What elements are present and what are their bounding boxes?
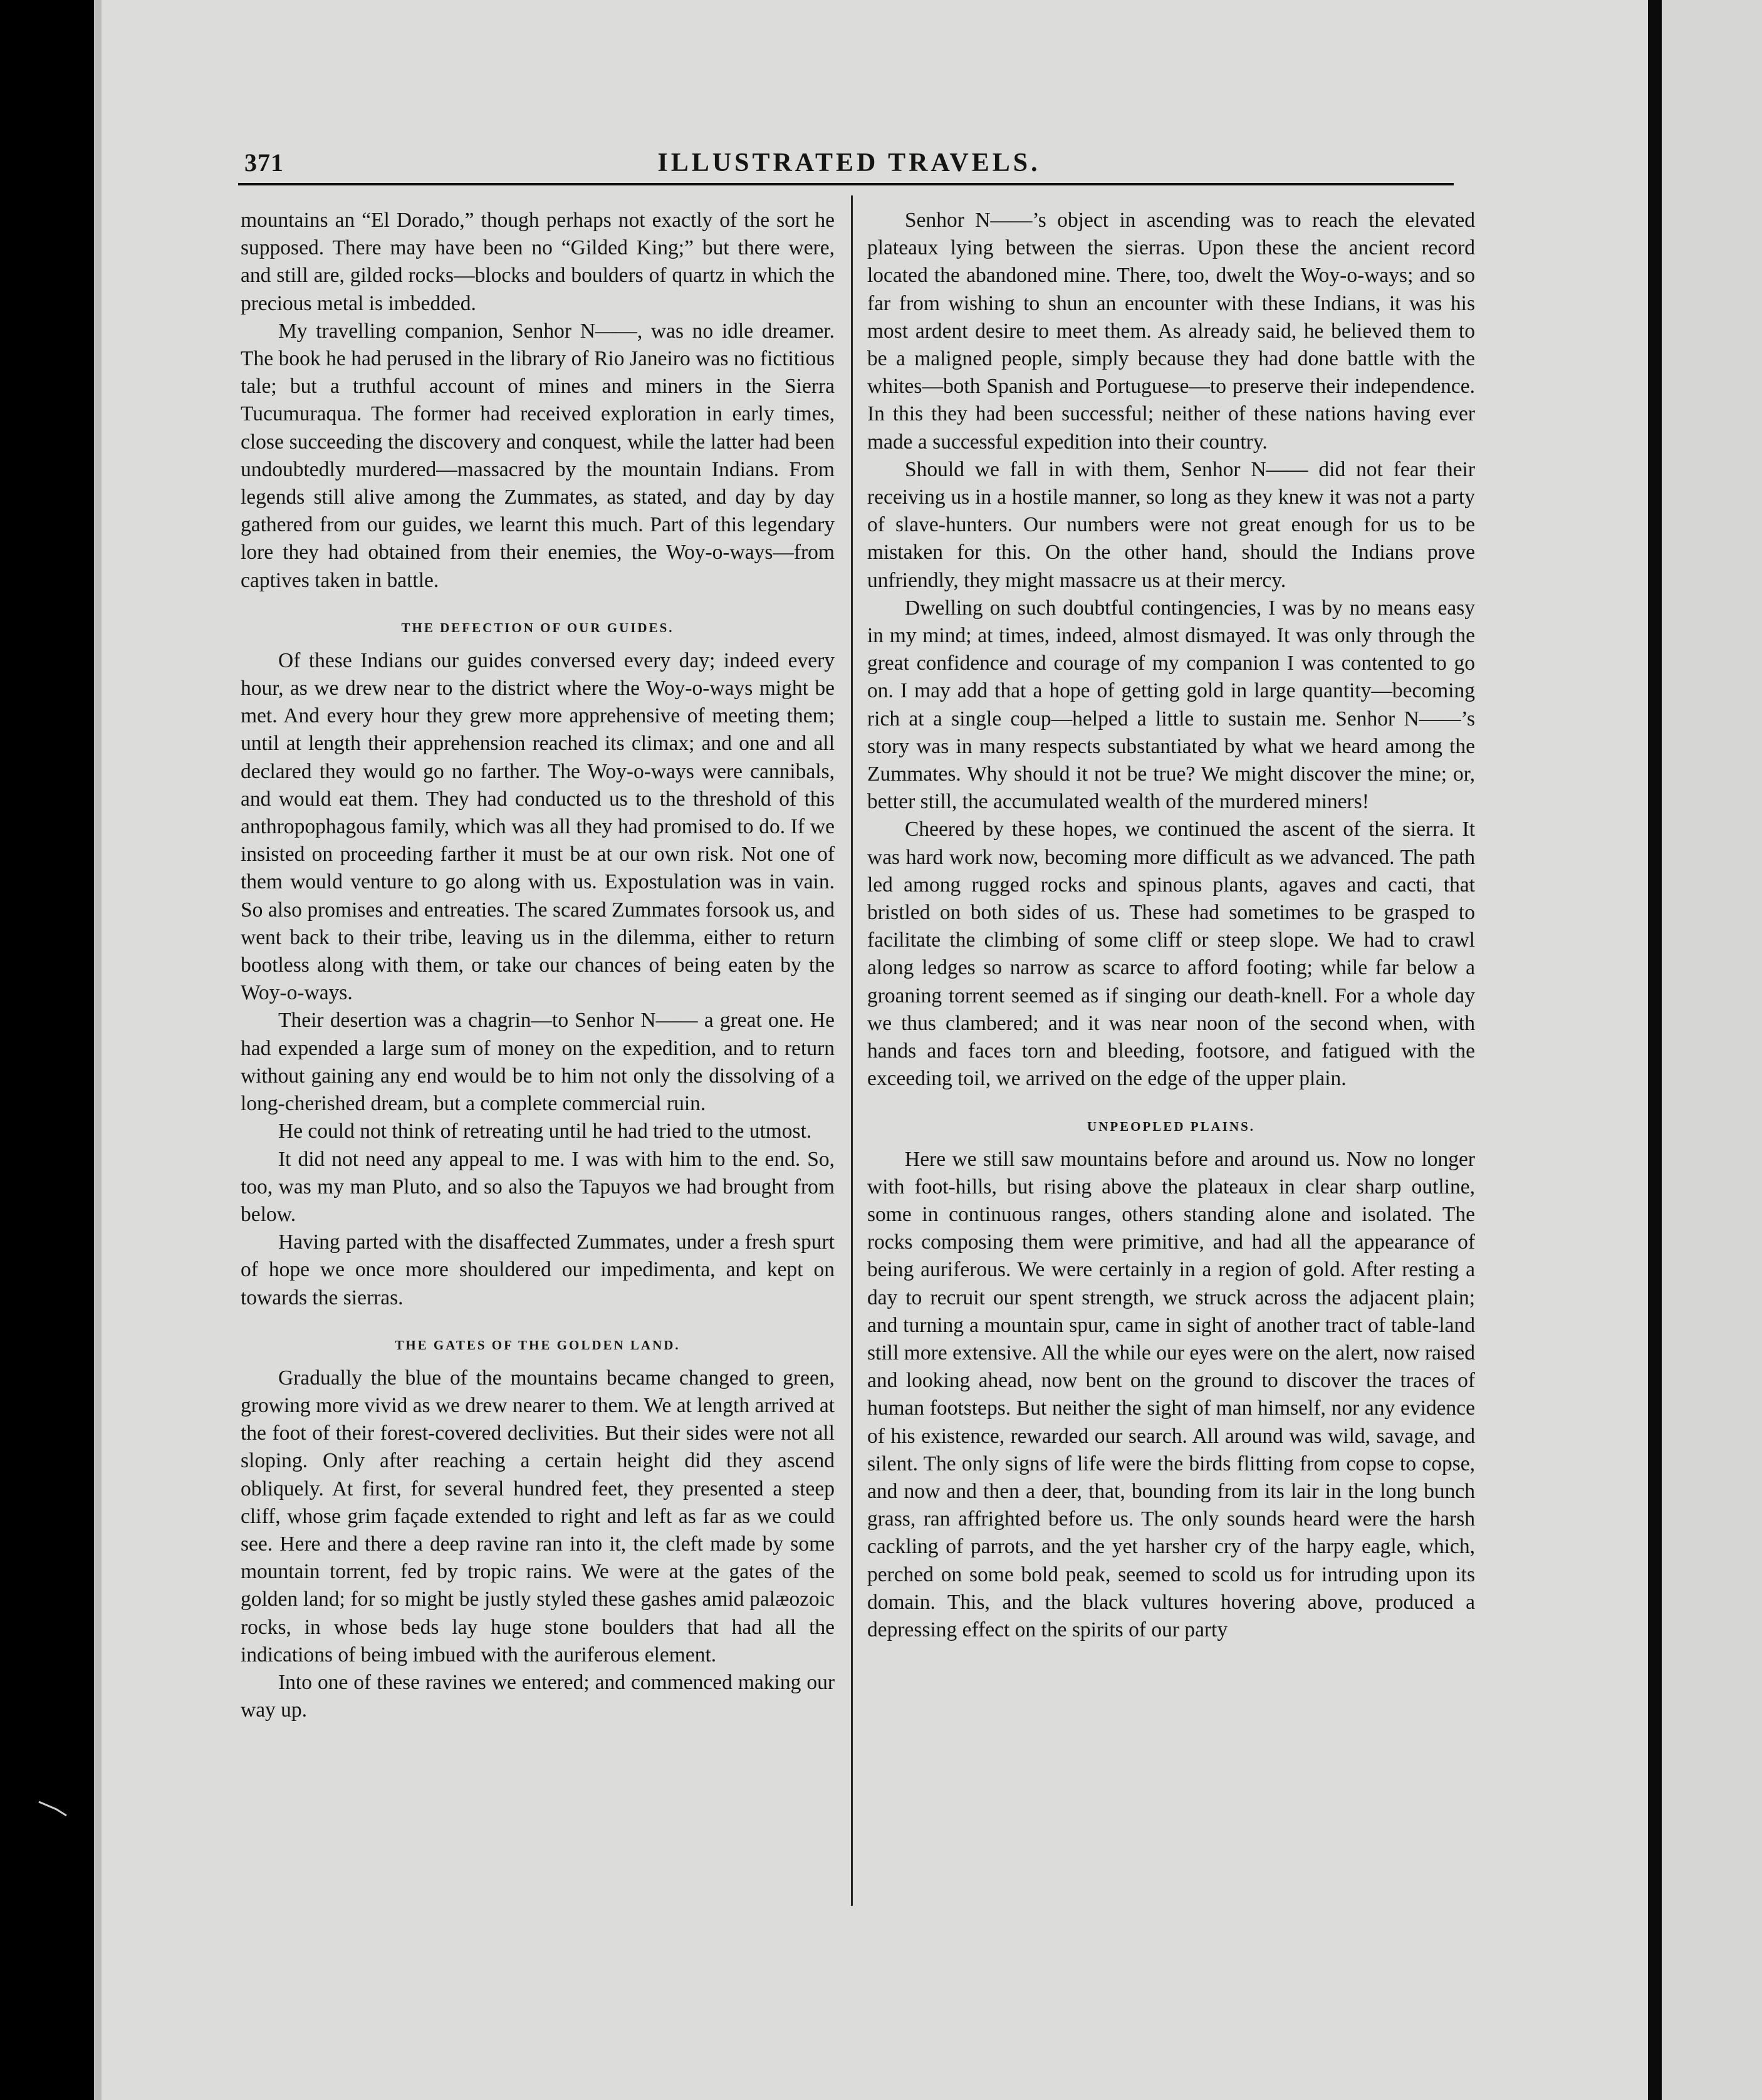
paragraph: Their desertion was a chagrin—to Senhor N—— a great one. He had expended a large sum of money on the expedition, and to return without gaining any end would be to him not only the dissolving of a long-cherished dream, but a complete commercial ruin.	[241, 1009, 835, 1116]
running-head: ILLUSTRATED TRAVELS.	[657, 148, 1041, 177]
paragraph: Into one of these ravines we entered; and commenced making our way up.	[241, 1670, 835, 1722]
page-binding-edge	[94, 0, 102, 2100]
header-rule	[238, 183, 1454, 185]
section-heading: THE GATES OF THE GOLDEN LAND.	[395, 1337, 680, 1353]
paragraph: My travelling companion, Senhor N——, was no idle dreamer. The book he had perused in the library of Rio Janeiro was no fictitious tale; but a truthful account of mines and miners in the Sierra Tucumuraqua. The former had received exploration in early times, close succeeding the discovery and conquest, while the latter had been undoubtedly murdered—massacred by the mountain Indians. From legends still alive among the Zummates, as stated, and day by day gathered from our guides, we learnt this much. Part of this legendary lore they had obtained from their enemies, the Woy-o-ways—from captives taken in battle.	[241, 319, 835, 592]
paragraph: Dwelling on such doubtful contingencies, I was by no means easy in my mind; at times, indeed, almost dismayed. It was only through the great confidence and courage of my companion I was contented to go on. I may add that a hope of getting gold in large quantity—becoming rich at a single coup—helped a little to sustain me. Senhor N——’s story was in many respects substantiated by what we heard among the Zummates. Why should it not be true? We might discover the mine; or, better still, the accumulated wealth of the murdered miners!	[867, 596, 1475, 814]
paragraph: mountains an “El Dorado,” though perhaps not exactly of the sort he supposed. There may have been no “Gilded King;” but there were, and still are, gilded rocks—blocks and boulders of quartz in which the precious metal is imbedded.	[241, 209, 835, 315]
paragraph: Should we fall in with them, Senhor N—— did not fear their receiving us in a hostile manner, so long as they knew it was not a party of slave-hunters. Our numbers were not great enough for us to be mistaken for this. On the other hand, should the Indians prove unfriendly, they might massacre us at their mercy.	[867, 457, 1475, 592]
right-column	[867, 207, 1475, 1644]
paragraph: Here we still saw mountains before and around us. Now no longer with foot-hills, but rising above the plateaux in clear sharp outline, some in continuous ranges, others standing alone and isolated. The rocks composing them were primitive, and had all the appearance of being auriferous. We were certainly in a region of gold. After resting a day to recruit our spent strength, we struck across the adjacent plain; and turning a mountain spur, came in sight of another tract of table-land still more extensive. All the while our eyes were on the alert, now raised and looking ahead, now bent on the ground to discover the traces of human footsteps. But neither the sight of man himself, nor any evidence of his existence, rewarded our search. All around was wild, savage, and silent. The only signs of life were the birds flitting from copse to copse, and now and then a deer, that, bounding from its lair in the long bunch grass, ran affrighted before us. The only sounds heard were the harsh cackling of parrots, and the yet harsher cry of the harpy eagle, which, perched on some bold peak, seemed to scold us for intruding upon its domain. This, and the black vultures hovering above, produced a depressing effect on the spirits of our party	[867, 1147, 1475, 1641]
paragraph: It did not need any appeal to me. I was with him to the end. So, too, was my man Pluto, and so also the Tapuyos we had brought from below.	[241, 1147, 835, 1226]
left-column	[241, 207, 835, 1724]
paragraph: Having parted with the disaffected Zummates, under a fresh spurt of hope we once more shouldered our impedimenta, and kept on towards the sierras.	[241, 1230, 835, 1309]
paragraph: Of these Indians our guides conversed every day; indeed every hour, as we drew near to the district where the Woy-o-ways might be met. And every hour they grew more apprehensive of meeting them; until at length their apprehension reached its climax; and one and all declared they would go no farther. The Woy-o-ways were cannibals, and would eat them. They had conducted us to the threshold of this anthropophagous family, which was all they had promised to do. If we insisted on proceeding farther it must be at our own risk. Not one of them would venture to go along with us. Expostulation was in vain. So also promises and entreaties. The scared Zummates forsook us, and went back to their tribe, leaving us in the dilemma, either to return bootless along with them, or take our chances of being eaten by the Woy-o-ways.	[241, 648, 835, 1005]
page-header	[244, 148, 1454, 185]
paragraph: Senhor N——’s object in ascending was to reach the elevated plateaux lying between the sierras. Upon these the ancient record located the abandoned mine. There, too, dwelt the Woy-o-ways; and so far from wishing to shun an encounter with these Indians, it was his most ardent desire to meet them. As already said, he believed them to be a maligned people, simply because they had done battle with the whites—both Spanish and Portuguese—to preserve their independence. In this they had been successful; neither of these nations having ever made a successful expedition into their country.	[867, 209, 1475, 454]
paragraph: Gradually the blue of the mountains became changed to green, growing more vivid as we drew nearer to them. We at length arrived at the foot of their forest-covered declivities. But their sides were not all sloping. Only after reaching a certain height did they ascend obliquely. At first, for several hundred feet, they presented a steep cliff, whose grim façade extended to right and left as far as we could see. Here and there a deep ravine ran into it, the cleft made by some mountain torrent, fed by tropic rains. We were at the gates of the golden land; for so might be justly styled these gashes amid palæozoic rocks, in whose beds lay huge stone boulders that had all the indications of being imbued with the auriferous element.	[241, 1366, 835, 1666]
section-heading: THE DEFECTION OF OUR GUIDES.	[401, 620, 674, 635]
section-heading: UNPEOPLED PLAINS.	[1087, 1118, 1256, 1134]
paragraph: He could not think of retreating until he had tried to the utmost.	[278, 1120, 812, 1143]
scan-debris-mark	[38, 1798, 69, 1817]
column-divider	[851, 195, 853, 1906]
next-page-sliver	[1662, 0, 1762, 2100]
page-number: 371	[244, 148, 284, 177]
paragraph: Cheered by these hopes, we continued the ascent of the sierra. It was hard work now, becoming more difficult as we advanced. The path led among rugged rocks and spinous plants, agaves and cacti, that bristled on both sides of us. These had sometimes to be grasped to facilitate the climbing of some cliff or steep slope. We had to crawl along ledges so narrow as scarce to afford footing; while far below a groaning torrent seemed as if singing our death-knell. For a whole day we thus clambered; and it was near noon of the second when, with hands and faces torn and bleeding, footsore, and fatigued with the exceeding toil, we arrived on the edge of the upper plain.	[867, 818, 1475, 1091]
